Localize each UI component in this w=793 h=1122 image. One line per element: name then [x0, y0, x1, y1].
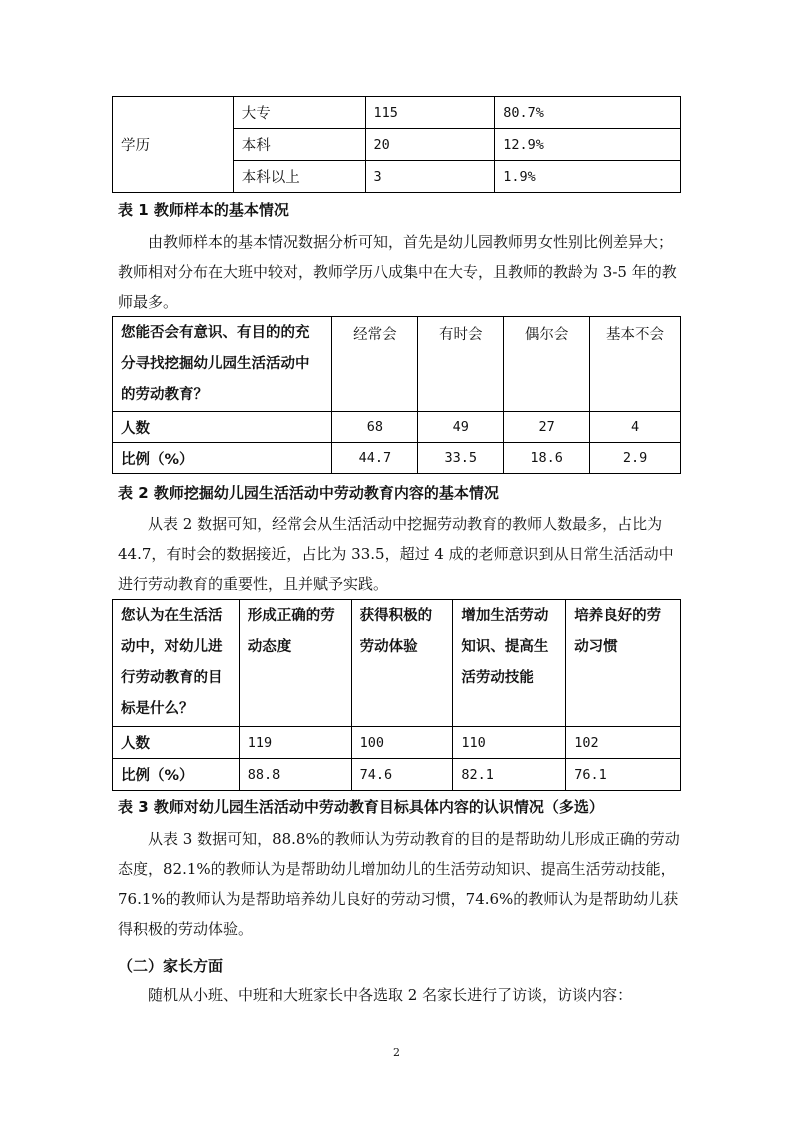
goals-pct-cell: [239, 759, 351, 791]
table-3-caption: 表 3 教师对幼儿园生活活动中劳动教育目标具体内容的认识情况（多选）: [118, 798, 604, 816]
mining-option: 有时会: [439, 327, 483, 343]
goals-pct-label-cell: [113, 759, 240, 791]
mining-option-cell: [332, 317, 418, 412]
education-level: 本科: [241, 138, 271, 154]
goals-option-cell: [453, 600, 566, 727]
section-heading: （二）家长方面: [118, 957, 224, 975]
goals-pct-cell: [566, 759, 681, 791]
page-number: 2: [393, 1046, 400, 1059]
goals-option-cell: [351, 600, 453, 727]
goals-count-cell: [566, 727, 681, 759]
mining-pct: 2.9: [622, 450, 648, 466]
mining-option: 经常会: [353, 327, 397, 343]
education-count-cell: [365, 129, 495, 161]
mining-count-cell: [418, 412, 504, 443]
mining-option: 基本不会: [606, 327, 665, 343]
education-count: 3: [373, 168, 382, 185]
goals-pct: 76.1: [574, 766, 607, 783]
education-level-cell: [233, 129, 365, 161]
mining-pct-cell: [504, 443, 590, 474]
table-2-caption: 表 2 教师挖掘幼儿园生活活动中劳动教育内容的基本情况: [118, 484, 499, 502]
goals-option: 增加生活劳动知识、提高生活劳动技能: [461, 608, 549, 686]
mining-count-label: 人数: [121, 420, 150, 437]
goals-pct: 88.8: [247, 766, 281, 783]
mining-count: 49: [452, 419, 469, 435]
goals-count: 102: [574, 734, 599, 751]
mining-question: 您能否会有意识、有目的的充分寻找挖掘幼儿园生活活动中的劳动教育？: [121, 325, 310, 403]
goals-pct-label: 比例（%）: [121, 768, 194, 784]
mining-count: 68: [366, 419, 384, 435]
goals-count-label: 人数: [121, 736, 150, 752]
goals-option-cell: [239, 600, 351, 727]
goals-question: 您认为在生活活动中，对幼儿进行劳动教育的目标是什么？: [121, 608, 223, 717]
education-pct-cell: [495, 161, 681, 193]
goals-pct: 82.1: [461, 766, 494, 783]
goals-count: 100: [359, 734, 384, 751]
goals-pct-cell: [453, 759, 566, 791]
education-level: 本科以上: [241, 170, 300, 186]
mining-pct-label: 比例（%）: [121, 451, 194, 468]
mining-question-cell: [113, 317, 332, 412]
education-level-cell: [233, 97, 365, 129]
education-pct-cell: [495, 129, 681, 161]
mining-count: 27: [538, 419, 555, 435]
education-table: [112, 96, 681, 193]
goals-count-label-cell: [113, 727, 240, 759]
mining-count: 4: [630, 419, 640, 435]
mining-pct: 18.6: [530, 450, 563, 466]
goals-pct: 74.6: [359, 766, 393, 783]
paragraph-4: 随机从小班、中班和大班家长中各选取 2 名家长进行了访谈，访谈内容：: [148, 986, 633, 1004]
goals-option: 获得积极的劳动体验: [359, 608, 433, 655]
goals-option: 形成正确的劳动态度: [247, 608, 335, 655]
education-count: 115: [373, 104, 398, 121]
education-pct: 1.9%: [503, 168, 536, 185]
paragraph-3: 从表 3 数据可知，88.8%的教师认为劳动教育的目的是帮助幼儿形成正确的劳动态度，82.1%的教师认为是帮助幼儿增加幼儿的生活劳动知识、提高生活劳动技能，76.1%的教师认为是帮助培养幼儿良好的劳动习惯，74.6%的教师认为是帮助幼儿获得积极的劳动体验。: [118, 830, 680, 938]
education-level: 大专: [241, 106, 271, 122]
mining-pct-cell: [590, 443, 681, 474]
mining-table: [112, 316, 681, 474]
education-pct: 80.7%: [503, 104, 544, 121]
goals-option: 培养良好的劳动习惯: [574, 608, 662, 655]
mining-option-cell: [590, 317, 681, 412]
goals-count-cell: [239, 727, 351, 759]
mining-pct-cell: [332, 443, 418, 474]
goals-count-cell: [351, 727, 453, 759]
mining-pct-label-cell: [113, 443, 332, 474]
education-count-cell: [365, 161, 495, 193]
education-label: 学历: [121, 138, 150, 154]
mining-option: 偶尔会: [524, 327, 569, 343]
mining-option-cell: [418, 317, 504, 412]
mining-option-cell: [504, 317, 590, 412]
mining-pct-cell: [418, 443, 504, 474]
education-count: 20: [373, 136, 390, 153]
mining-count-label-cell: [113, 412, 332, 443]
paragraph-1: 由教师样本的基本情况数据分析可知，首先是幼儿园教师男女性别比例差异大；教师相对分布在大班中较对，教师学历八成集中在大专，且教师的教龄为 3-5 年的教师最多。: [118, 233, 677, 311]
education-level-cell: [233, 161, 365, 193]
education-label-cell: [113, 97, 234, 193]
mining-count-cell: [332, 412, 418, 443]
goals-option-cell: [566, 600, 681, 727]
goals-table: [112, 599, 681, 791]
table-1-caption: 表 1 教师样本的基本情况: [118, 201, 289, 219]
goals-pct-cell: [351, 759, 453, 791]
mining-count-cell: [590, 412, 681, 443]
goals-question-cell: [113, 600, 240, 727]
mining-pct: 33.5: [444, 450, 478, 466]
paragraph-2: 从表 2 数据可知，经常会从生活活动中挖掘劳动教育的教师人数最多，占比为 44.7，有时会的数据接近，占比为 33.5，超过 4 成的老师意识到从日常生活活动中进行劳动教育的重要性，且并赋予实践。: [118, 515, 674, 593]
mining-count-cell: [504, 412, 590, 443]
goals-count-cell: [453, 727, 566, 759]
education-pct: 12.9%: [503, 136, 544, 153]
mining-pct: 44.7: [358, 450, 392, 466]
goals-count: 110: [461, 734, 486, 751]
goals-count: 119: [247, 734, 273, 751]
education-count-cell: [365, 97, 495, 129]
education-pct-cell: [495, 97, 681, 129]
